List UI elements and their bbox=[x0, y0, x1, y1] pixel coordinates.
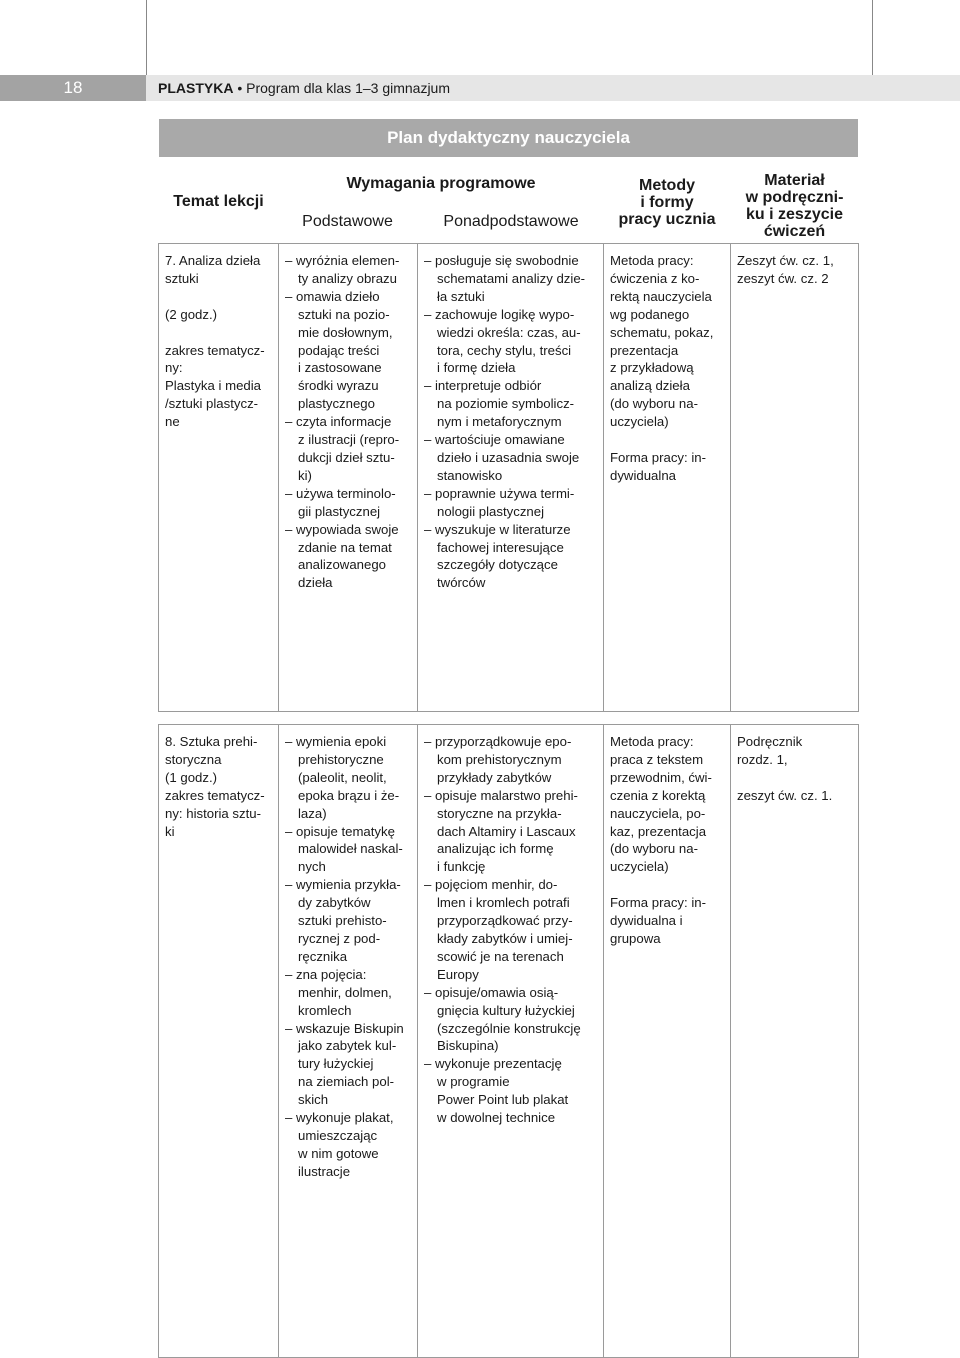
page-number: 18 bbox=[0, 75, 146, 101]
list-item: – zna pojęcia: menhir, dolmen, kromlech bbox=[285, 966, 392, 1018]
topic-cell bbox=[159, 725, 279, 1358]
list-item: – wyszukuje w literaturze fachowej interesujące szczegóły dotyczące twórców bbox=[424, 521, 571, 591]
topic-scope: zakres tematycz- ny: Plastyka i media /sztuki plastycz- ne bbox=[165, 342, 265, 430]
list-item: – opisuje tematykę malowideł naskal- nych bbox=[285, 823, 403, 875]
running-title bbox=[146, 75, 960, 101]
list-item: – wykonuje plakat, umieszczając w nim gotowe ilustracje bbox=[285, 1110, 394, 1179]
topic-hours: (2 godz.) bbox=[165, 306, 218, 322]
subject-name: PLASTYKA bbox=[158, 80, 234, 96]
list-item: – wartościuje omawiane dzieło i uzasadnia swoje stanowisko bbox=[424, 432, 580, 483]
basic-requirements-cell bbox=[279, 244, 418, 712]
list-item: – opisuje/omawia osią- gnięcia kultury łużyckiej (szczególnie konstrukcję Biskupina) bbox=[424, 984, 581, 1054]
list-item: – wykonuje prezentację w programie Power Point lub plakat w dowolnej technice bbox=[424, 1056, 569, 1126]
list-item: – przyporządkowuje epo- kom prehistorycznym przykłady zabytków bbox=[424, 734, 572, 785]
list-item: – opisuje malarstwo prehi- storyczne na przykła- dach Altamiry i Lascaux analizując ich formę i funkcję bbox=[424, 787, 578, 875]
plan-table-row-2 bbox=[158, 724, 859, 1358]
header-materials: Materiał w podręczni- ku i zeszycie ćwiczeń bbox=[745, 172, 844, 240]
running-header bbox=[0, 75, 960, 101]
form-text: Forma pracy: in- dywidualna bbox=[610, 449, 706, 483]
materials-text-2: zeszyt ćw. cz. 1. bbox=[737, 787, 833, 803]
methods-cell bbox=[604, 244, 731, 712]
list-item: – omawia dzieło sztuki na pozio- mie dosłownym, podając treści i zastosowane środki wyrazu plastycznego bbox=[285, 288, 393, 412]
materials-text: Zeszyt ćw. cz. 1, zeszyt ćw. cz. 2 bbox=[737, 253, 834, 286]
table-row bbox=[159, 725, 859, 1358]
list-item: – wskazuje Biskupin jako zabytek kul- tury łużyckiej na ziemiach pol- skich bbox=[285, 1020, 404, 1108]
margin-line-left bbox=[146, 0, 147, 75]
topic-title: 8. Sztuka prehi- storyczna (1 godz.) zakres tematycz- ny: historia sztu- ki bbox=[165, 734, 265, 839]
list-item: – czyta informacje z ilustracji (repro- dukcji dzieł sztu- ki) bbox=[285, 414, 400, 483]
list-item: – pojęciom menhir, do- lmen i kromlech potrafi przyporządkować przy- kłady zabytków i umiej- scowić je na terenach Europy bbox=[424, 877, 573, 982]
methods-cell bbox=[604, 725, 731, 1358]
materials-text: Podręcznik rozdz. 1, bbox=[737, 734, 803, 767]
list-item: – wymienia przykła- dy zabytków sztuki prehisto- rycznej z pod- ręcznika bbox=[285, 877, 401, 964]
program-name: Program dla klas 1–3 gimnazjum bbox=[246, 80, 451, 96]
margin-line-right bbox=[872, 0, 873, 75]
form-text: Forma pracy: in- dywidualna i grupowa bbox=[610, 895, 706, 946]
list-item: – poprawnie używa termi- nologii plastycznej bbox=[424, 485, 575, 519]
list-item: – używa terminolo- gii plastycznej bbox=[285, 485, 396, 519]
list-item: – posługuje się swobodnie schematami analizy dzie- ła sztuki bbox=[424, 253, 586, 304]
header-requirements: Wymagania programowe bbox=[346, 175, 536, 192]
advanced-requirements-cell bbox=[418, 725, 604, 1358]
method-text: Metoda pracy: praca z tekstem przewodnim, ćwi- czenia z korektą nauczyciela, po- kaz, prezentacja (do wyboru na- uczyciela) bbox=[610, 734, 712, 875]
list-item: – zachowuje logikę wypo- wiedzi określa: czas, au- tora, cechy stylu, treści i formę dzieła bbox=[424, 306, 581, 376]
plan-table-row-1 bbox=[158, 243, 859, 712]
table-title: Plan dydaktyczny nauczyciela bbox=[159, 119, 858, 157]
table-row bbox=[159, 244, 859, 712]
header-basic: Podstawowe bbox=[302, 213, 393, 230]
basic-requirements-cell bbox=[279, 725, 418, 1358]
method-text: Metoda pracy: ćwiczenia z ko- rektą nauczyciela wg podanego schematu, pokaz, prezentacja z przykładową analizą dzieła (do wyboru na- uczyciela) bbox=[610, 253, 714, 430]
advanced-requirements-cell bbox=[418, 244, 604, 712]
materials-cell bbox=[731, 725, 859, 1358]
topic-cell bbox=[159, 244, 279, 712]
topic-title: 7. Analiza dzieła sztuki bbox=[165, 253, 261, 286]
list-item: – wymienia epoki prehistoryczne (paleolit, neolit, epoka brązu i że- laza) bbox=[285, 734, 400, 821]
bullet-separator: • bbox=[237, 80, 243, 96]
list-item: – interpretuje odbiór na poziomie symbolicz- nym i metaforycznym bbox=[424, 378, 575, 430]
header-advanced: Ponadpodstawowe bbox=[443, 213, 579, 230]
materials-cell bbox=[731, 244, 859, 712]
header-methods: Metody i formy pracy ucznia bbox=[618, 177, 716, 228]
list-item: – wypowiada swoje zdanie na temat analizowanego dzieła bbox=[285, 521, 399, 591]
list-item: – wyróżnia elemen- ty analizy obrazu bbox=[285, 253, 400, 286]
header-topic: Temat lekcji bbox=[173, 193, 264, 210]
